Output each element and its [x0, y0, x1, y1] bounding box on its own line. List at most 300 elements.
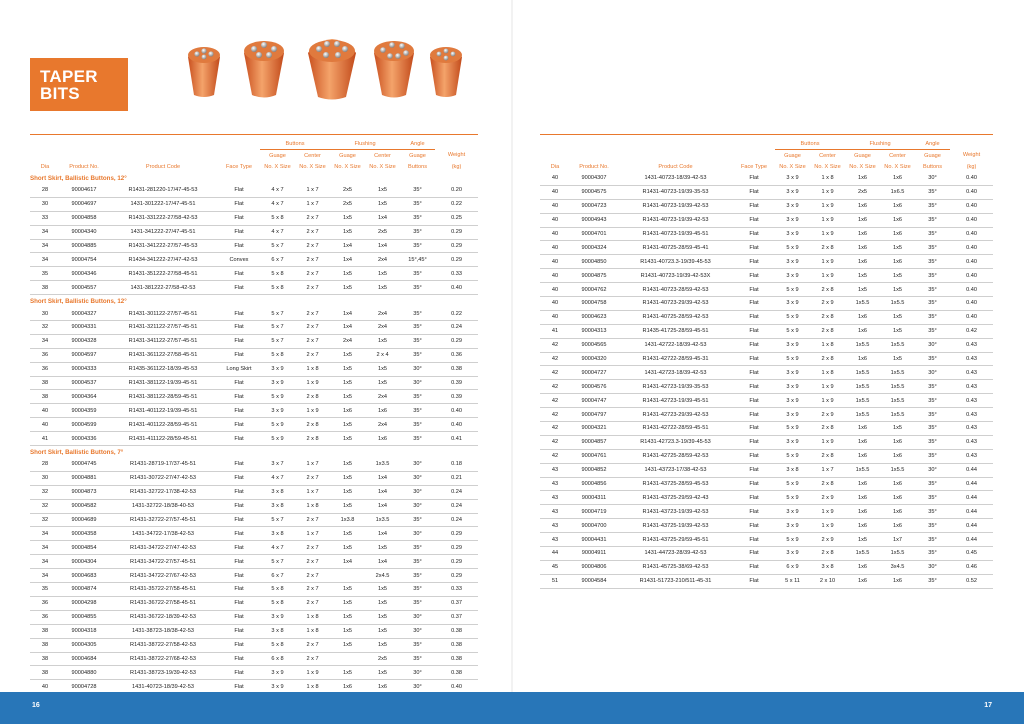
table-cell: R1431-43725-28/59-45-53	[618, 477, 733, 491]
table-cell: 6 x 7	[260, 253, 295, 267]
table-cell: R1431-42722-28/59-45-51	[618, 422, 733, 436]
table-cell: 0.38	[435, 638, 478, 652]
table-row	[30, 458, 478, 471]
table-cell: 90004328	[60, 334, 108, 348]
table-cell: 35°	[400, 555, 435, 569]
table-cell: 3 x 8	[810, 560, 845, 574]
table-row	[540, 185, 993, 199]
table-cell: 3 x 9	[775, 185, 810, 199]
table-cell: 90004537	[60, 376, 108, 390]
table-cell: 1x6	[365, 680, 400, 694]
table-cell: 5 x 9	[260, 432, 295, 446]
table-row	[30, 321, 478, 335]
table-cell: R1431-28719-17/37-45-51	[108, 458, 218, 471]
table-cell: 3 x 9	[260, 680, 295, 694]
table-cell: R1431-43725-29/59-42-43	[618, 491, 733, 505]
table-cell: 1431-42723-18/39-42-53	[618, 366, 733, 380]
table-cell: 1431-301222-17/47-45-51	[108, 197, 218, 211]
table-cell: 35°	[915, 352, 950, 366]
table-cell: 1x6	[845, 560, 880, 574]
table-row	[540, 213, 993, 227]
table-cell: 2 x 9	[810, 533, 845, 547]
table-cell: 1x5	[365, 583, 400, 597]
table-cell: 3 x 9	[775, 297, 810, 311]
table-cell: 42	[540, 422, 570, 436]
table-cell: R1431-42723-19/39-45-51	[618, 394, 733, 408]
table-cell: R1431-40723.3-19/39-45-53	[618, 255, 733, 269]
table-cell: Flat	[218, 321, 260, 335]
table-cell: 42	[540, 338, 570, 352]
left-table-rule	[30, 134, 478, 135]
table-cell: Flat	[218, 485, 260, 499]
table-cell: 1 x 9	[810, 185, 845, 199]
table-cell: 2 x 7	[295, 596, 330, 610]
table-cell: 35°	[915, 324, 950, 338]
table-cell: 1x6	[365, 432, 400, 446]
table-cell: 1x5	[845, 283, 880, 297]
table-cell: 1x5.5	[845, 338, 880, 352]
table-cell: 1x5	[330, 527, 365, 541]
table-cell: 35°	[915, 394, 950, 408]
table-cell: 2x4.5	[365, 569, 400, 583]
table-cell: 43	[540, 491, 570, 505]
table-cell: 1x5	[365, 267, 400, 281]
table-cell: 40	[30, 680, 60, 694]
table-row	[540, 227, 993, 241]
table-cell: 1x6	[845, 449, 880, 463]
table-cell: Flat	[733, 533, 775, 547]
center-header: Center	[889, 152, 906, 159]
table-cell: 30°	[915, 463, 950, 477]
title-line2: BITS	[40, 84, 80, 103]
table-cell: Flat	[733, 408, 775, 422]
table-cell: 2 x 7	[295, 555, 330, 569]
table-cell: R1431-45725-38/69-42-53	[618, 560, 733, 574]
table-cell: R1431-381122-19/39-45-51	[108, 376, 218, 390]
table-cell: 90004885	[60, 239, 108, 253]
table-cell: 1 x 9	[810, 380, 845, 394]
table-cell: 41	[540, 324, 570, 338]
table-cell: 2 x 7	[295, 225, 330, 239]
table-cell: 1x6	[845, 491, 880, 505]
table-row	[30, 239, 478, 253]
table-cell: R1435-361122-18/39-45-53	[108, 362, 218, 376]
table-cell: 6 x 8	[260, 652, 295, 666]
table-cell: Flat	[218, 541, 260, 555]
table-cell: 1x5	[330, 666, 365, 680]
table-cell: 3 x 8	[260, 527, 295, 541]
table-cell: 0.40	[950, 185, 993, 199]
table-cell: 32	[30, 499, 60, 513]
table-cell: 1x5	[365, 638, 400, 652]
table-cell: 0.40	[950, 213, 993, 227]
table-cell: 0.24	[435, 513, 478, 527]
table-cell: Flat	[733, 324, 775, 338]
table-cell: 90004313	[570, 324, 618, 338]
table-cell: 38	[30, 624, 60, 638]
table-cell: 90004305	[60, 638, 108, 652]
table-cell: 1x5.5	[880, 366, 915, 380]
table-cell: 4 x 7	[260, 225, 295, 239]
table-row	[30, 499, 478, 513]
table-cell: 90004723	[570, 199, 618, 213]
table-cell: 1x5.5	[845, 463, 880, 477]
table-cell: 2 x 7	[295, 348, 330, 362]
table-cell: 42	[540, 352, 570, 366]
table-row	[30, 334, 478, 348]
table-cell: 35	[30, 267, 60, 281]
table-cell: Flat	[218, 390, 260, 404]
table-cell: Flat	[218, 197, 260, 211]
table-cell: 1x5	[880, 269, 915, 283]
table-cell: 35°	[400, 184, 435, 197]
table-cell: 1x6	[845, 352, 880, 366]
table-cell: 1x5	[330, 541, 365, 555]
table-cell: 1431-40723-18/39-42-53	[618, 172, 733, 185]
table-cell: R1431-341122-27/57-45-51	[108, 334, 218, 348]
table-cell: 0.44	[950, 477, 993, 491]
table-cell: 35°	[400, 513, 435, 527]
section-row	[30, 446, 478, 459]
face-type-header: Face Type	[225, 163, 252, 170]
center-header: Center	[304, 152, 321, 159]
table-cell: R1431-34722-27/57-45-51	[108, 555, 218, 569]
table-cell: 1x6	[845, 477, 880, 491]
table-cell: 1 x 9	[810, 269, 845, 283]
table-cell: Flat	[218, 513, 260, 527]
table-cell: 0.43	[950, 366, 993, 380]
no-size-header: No. X Size	[849, 163, 876, 170]
table-cell: Flat	[218, 471, 260, 485]
table-cell: 90004336	[60, 432, 108, 446]
table-cell: 4 x 7	[260, 471, 295, 485]
table-cell: Flat	[218, 624, 260, 638]
table-cell: 0.44	[950, 533, 993, 547]
table-cell: 90004761	[570, 449, 618, 463]
table-cell: 1x5	[365, 596, 400, 610]
table-row	[540, 505, 993, 519]
table-cell: 38	[30, 281, 60, 295]
table-cell: 1x3.5	[365, 513, 400, 527]
table-cell: Flat	[733, 172, 775, 185]
bit-3	[308, 39, 356, 100]
table-cell: 43	[540, 477, 570, 491]
table-cell: 6 x 9	[775, 560, 810, 574]
table-cell: 0.40	[950, 172, 993, 185]
table-row	[540, 366, 993, 380]
table-cell: 3 x 9	[775, 394, 810, 408]
table-cell: 90004340	[60, 225, 108, 239]
table-cell: 2x5	[330, 197, 365, 211]
table-cell: 1x5	[330, 418, 365, 432]
table-cell: 35°	[915, 185, 950, 199]
table-cell: 0.43	[950, 408, 993, 422]
table-cell: 34	[30, 541, 60, 555]
table-cell: 35°	[400, 334, 435, 348]
table-cell: 3 x 9	[260, 376, 295, 390]
table-cell: 5 x 8	[260, 281, 295, 295]
table-cell: 2 x 8	[810, 241, 845, 255]
table-cell: 1x5	[330, 624, 365, 638]
table-cell: Flat	[218, 184, 260, 197]
table-row	[540, 255, 993, 269]
table-cell: 90004584	[570, 574, 618, 588]
table-cell: 1x4	[330, 555, 365, 569]
table-cell: 2 x 8	[810, 283, 845, 297]
table-cell: 40	[540, 172, 570, 185]
table-cell: R1431-38722-27/68-42-53	[108, 652, 218, 666]
table-cell: 34	[30, 225, 60, 239]
table-cell: 1x5.5	[880, 463, 915, 477]
table-cell: 35°	[400, 225, 435, 239]
table-cell: 1x5	[365, 610, 400, 624]
table-cell: 90004576	[570, 380, 618, 394]
table-cell: 0.22	[435, 197, 478, 211]
table-cell: 1x4	[330, 253, 365, 267]
table-cell: 2 x 7	[295, 513, 330, 527]
table-cell: 3 x 9	[775, 505, 810, 519]
table-cell: 90004298	[60, 596, 108, 610]
table-cell: Flat	[733, 338, 775, 352]
table-cell: 30°	[400, 485, 435, 499]
table-cell: 1431-40723-18/39-42-53	[108, 680, 218, 694]
table-cell: 90004701	[570, 227, 618, 241]
table-cell: Flat	[218, 652, 260, 666]
table-row	[540, 435, 993, 449]
table-cell: 0.29	[435, 334, 478, 348]
table-cell: 5 x 8	[260, 596, 295, 610]
table-cell: 35°	[915, 380, 950, 394]
table-cell: 1x5	[330, 638, 365, 652]
no-size-header: No. X Size	[884, 163, 911, 170]
table-row	[30, 307, 478, 320]
table-cell: R1431-301122-27/57-45-51	[108, 307, 218, 320]
table-cell: 35°	[915, 241, 950, 255]
section-title: Short Skirt, Ballistic Buttons, 12°	[30, 297, 127, 305]
table-cell: 35°	[400, 239, 435, 253]
table-row	[30, 596, 478, 610]
table-cell: 2x5	[845, 185, 880, 199]
table-row	[30, 362, 478, 376]
table-cell: 2 x 8	[810, 422, 845, 436]
table-cell: 40	[540, 310, 570, 324]
table-cell: 1 x 8	[810, 366, 845, 380]
table-cell: 1x6	[365, 404, 400, 418]
table-cell: 3 x 9	[260, 666, 295, 680]
table-cell: 1x6	[845, 241, 880, 255]
table-cell: 40	[540, 269, 570, 283]
table-cell: 1x5	[330, 390, 365, 404]
table-cell: 1431-341222-27/47-45-51	[108, 225, 218, 239]
table-cell: 90004307	[570, 172, 618, 185]
table-cell: 35°	[915, 477, 950, 491]
table-cell: 35°	[400, 404, 435, 418]
table-cell: 36	[30, 362, 60, 376]
table-cell: 90004850	[570, 255, 618, 269]
angle-group-header: Angle	[400, 138, 435, 150]
weight-header: Weight	[447, 152, 466, 159]
section-row	[30, 295, 478, 308]
table-cell: 30°	[400, 362, 435, 376]
table-cell: Flat	[218, 555, 260, 569]
table-cell: 35°	[400, 432, 435, 446]
table-cell: Flat	[733, 255, 775, 269]
table-cell: 1431-32722-18/38-40-53	[108, 499, 218, 513]
product-no-header: Product No.	[69, 163, 99, 170]
table-cell: 1x6	[845, 324, 880, 338]
table-cell: R1431-401122-28/59-45-51	[108, 418, 218, 432]
table-cell: 3 x 9	[775, 227, 810, 241]
table-cell: 1x5	[365, 362, 400, 376]
table-cell: 5 x 8	[260, 638, 295, 652]
table-cell: 5 x 9	[775, 449, 810, 463]
table-cell: 1x5.5	[880, 297, 915, 311]
buttons-header: Buttons	[923, 163, 942, 170]
table-cell: 0.44	[950, 519, 993, 533]
table-cell: 0.40	[950, 227, 993, 241]
table-cell: R1431-40723-19/39-35-53	[618, 185, 733, 199]
table-cell: 2 x 8	[295, 390, 330, 404]
table-row	[540, 519, 993, 533]
table-cell: 90004875	[570, 269, 618, 283]
table-cell: 90004700	[570, 519, 618, 533]
table-cell: 40	[30, 418, 60, 432]
weight-header: Weight	[962, 152, 981, 159]
table-cell: 90004852	[570, 463, 618, 477]
table-cell: 90004575	[570, 185, 618, 199]
table-cell: 5 x 9	[260, 418, 295, 432]
table-cell: R1431-38722-27/58-42-53	[108, 638, 218, 652]
table-cell: Flat	[733, 463, 775, 477]
table-cell: Flat	[733, 213, 775, 227]
table-cell: 3 x 8	[775, 463, 810, 477]
table-cell: 0.29	[435, 239, 478, 253]
table-cell: R1431-381122-28/59-45-51	[108, 390, 218, 404]
table-cell: 3 x 8	[260, 485, 295, 499]
table-cell: 34	[30, 569, 60, 583]
table-cell: 90004599	[60, 418, 108, 432]
table-cell: 1x5	[330, 376, 365, 390]
table-cell: 90004855	[60, 610, 108, 624]
table-cell: Flat	[733, 435, 775, 449]
table-cell: 38	[30, 638, 60, 652]
table-row	[30, 513, 478, 527]
table-cell: Flat	[733, 283, 775, 297]
table-cell: 1x6	[880, 172, 915, 185]
table-cell: 1x5.5	[845, 380, 880, 394]
table-cell: Flat	[733, 310, 775, 324]
table-cell: 0.52	[950, 574, 993, 588]
table-cell: Flat	[733, 519, 775, 533]
table-cell: Flat	[733, 366, 775, 380]
table-cell: 35°	[400, 638, 435, 652]
table-cell: R1431-40723-19/39-45-51	[618, 227, 733, 241]
table-cell: 0.38	[435, 666, 478, 680]
table-cell: 2 x 9	[810, 491, 845, 505]
table-cell: 1x5	[330, 583, 365, 597]
table-cell: 1 x 8	[295, 610, 330, 624]
table-cell: R1431-361122-27/58-45-51	[108, 348, 218, 362]
table-cell: 0.40	[435, 404, 478, 418]
table-cell: Long Skirt	[218, 362, 260, 376]
table-cell: Flat	[733, 560, 775, 574]
table-cell: Flat	[218, 527, 260, 541]
table-cell: R1431-42722-28/59-45-31	[618, 352, 733, 366]
table-cell: 5 x 7	[260, 307, 295, 320]
table-cell: 1x4	[330, 321, 365, 335]
table-cell: 35°	[915, 449, 950, 463]
taper-bits-illustration	[180, 35, 470, 115]
table-cell: Flat	[733, 449, 775, 463]
table-cell: 34	[30, 527, 60, 541]
table-cell: 3 x 9	[775, 269, 810, 283]
table-cell: 1x6	[845, 255, 880, 269]
table-cell: 30°	[915, 338, 950, 352]
table-cell: 4 x 7	[260, 197, 295, 211]
table-cell: 1x5	[365, 376, 400, 390]
table-cell: 2 x 7	[295, 583, 330, 597]
table-row	[540, 338, 993, 352]
table-cell: 1x6	[880, 477, 915, 491]
table-cell: 1x5	[845, 533, 880, 547]
table-cell: 90004881	[60, 471, 108, 485]
section-title: Short Skirt, Ballistic Buttons, 7°	[30, 448, 124, 456]
table-cell: 1 x 9	[810, 227, 845, 241]
table-cell: 30°	[400, 680, 435, 694]
no-size-header: No. X Size	[369, 163, 396, 170]
table-row	[540, 533, 993, 547]
table-cell: 35°	[400, 569, 435, 583]
table-cell: 1x5.5	[880, 394, 915, 408]
table-cell: 1x5	[330, 281, 365, 295]
product-code-header: Product Code	[658, 163, 693, 170]
table-cell: 1x5	[880, 352, 915, 366]
table-cell: 2 x 7	[295, 638, 330, 652]
table-cell: 32	[30, 513, 60, 527]
table-cell: 1x4	[365, 211, 400, 225]
guage-header: Guage	[269, 152, 286, 159]
table-cell: 90004858	[60, 211, 108, 225]
table-cell: 4 x 7	[260, 184, 295, 197]
table-cell: 5 x 7	[260, 321, 295, 335]
table-cell: 1 x 7	[295, 527, 330, 541]
table-cell: 90004854	[60, 541, 108, 555]
table-cell: 35°	[915, 574, 950, 588]
table-cell: 0.45	[950, 547, 993, 561]
table-row	[30, 225, 478, 239]
table-cell: 1x6	[845, 199, 880, 213]
table-cell: 90004333	[60, 362, 108, 376]
angle-group-header: Angle	[915, 138, 950, 150]
table-cell: 90004747	[570, 394, 618, 408]
table-row	[30, 652, 478, 666]
table-cell: 34	[30, 253, 60, 267]
table-cell: 1 x 9	[810, 255, 845, 269]
table-row	[30, 211, 478, 225]
table-cell: Flat	[218, 666, 260, 680]
table-cell: 0.22	[435, 307, 478, 320]
table-cell: 1x5	[330, 211, 365, 225]
table-cell: 1x6	[845, 435, 880, 449]
table-cell: 1 x 7	[295, 184, 330, 197]
table-cell: 30°	[400, 610, 435, 624]
table-cell: 2x5	[330, 184, 365, 197]
table-cell: 32	[30, 321, 60, 335]
page-number-left: 16	[32, 702, 40, 709]
table-cell: 90004346	[60, 267, 108, 281]
table-cell: R1431-30722-27/47-42-53	[108, 471, 218, 485]
table-cell: R1431-42723.3-19/39-45-53	[618, 435, 733, 449]
